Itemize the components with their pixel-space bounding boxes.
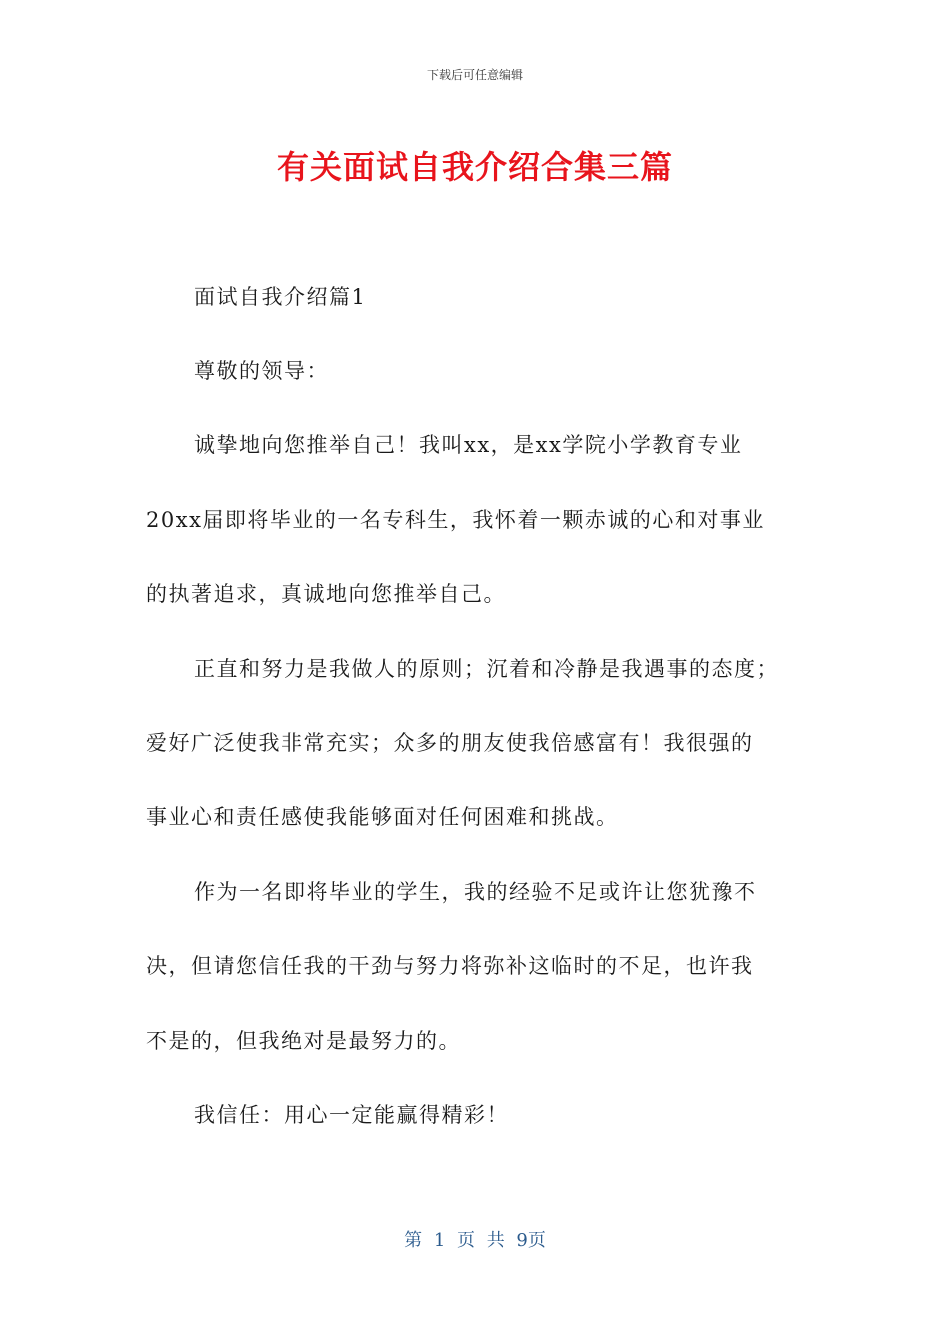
paragraph-line: 的执著追求，真诚地向您推举自己。 [146, 582, 506, 606]
paragraph-line: 20xx届即将毕业的一名专科生，我怀着一颗赤诚的心和对事业 [146, 508, 765, 532]
paragraph-line: 诚挚地向您推举自己！我叫xx，是xx学院小学教育专业 [194, 433, 743, 457]
paragraph-line: 爱好广泛使我非常充实；众多的朋友使我倍感富有！我很强的 [146, 731, 754, 755]
paragraph-line: 决，但请您信任我的干劲与努力将弥补这临时的不足，也许我 [146, 954, 754, 978]
page-number-footer: 第 1 页 共 9页 [404, 1230, 546, 1251]
salutation: 尊敬的领导： [194, 359, 329, 383]
paragraph-line: 作为一名即将毕业的学生，我的经验不足或许让您犹豫不 [194, 880, 757, 904]
paragraph-line: 我信任：用心一定能赢得精彩！ [194, 1103, 509, 1127]
document-title: 有关面试自我介绍合集三篇 [276, 148, 673, 186]
paragraph-line: 事业心和责任感使我能够面对任何困难和挑战。 [146, 805, 619, 829]
paragraph-line: 不是的，但我绝对是最努力的。 [146, 1029, 461, 1053]
paragraph-line: 正直和努力是我做人的原则；沉着和冷静是我遇事的态度； [194, 657, 779, 681]
section-heading: 面试自我介绍篇1 [194, 285, 367, 309]
header-note: 下载后可任意编辑 [426, 68, 523, 82]
